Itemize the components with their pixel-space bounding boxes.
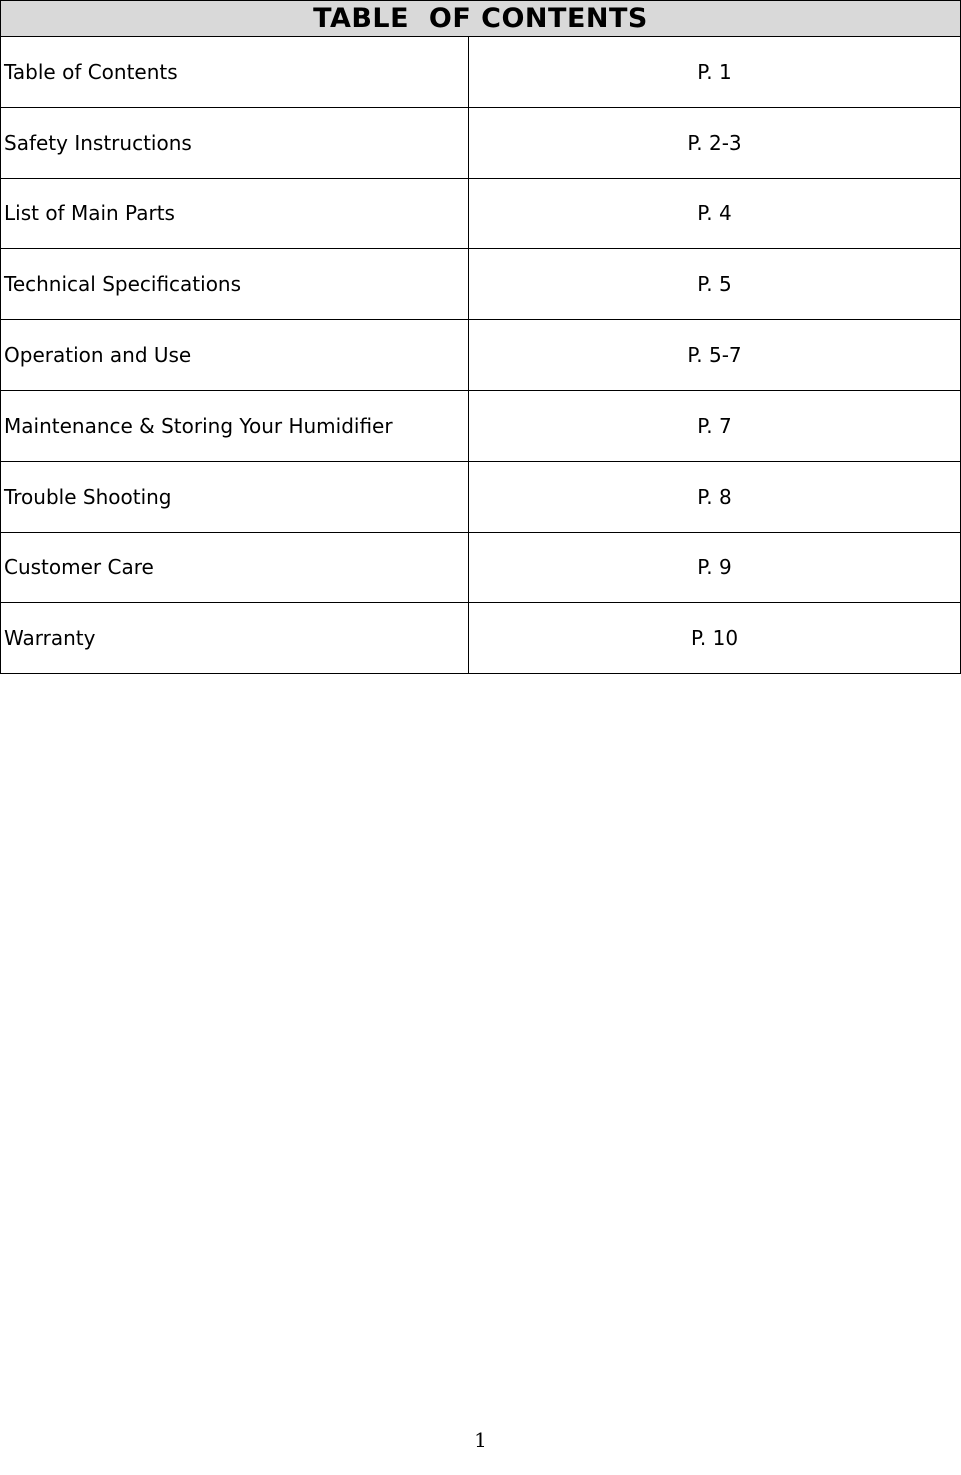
toc-entry-title: Trouble Shooting (1, 462, 469, 532)
toc-entry-page: P. 5 (697, 272, 732, 297)
toc-entry-page: P. 1 (697, 59, 732, 84)
toc-entry-title: Warranty (1, 603, 469, 673)
toc-row (0, 37, 961, 108)
toc-entry-title: List of Main Parts (1, 179, 469, 249)
toc-row (0, 391, 961, 462)
toc-row (0, 533, 961, 604)
toc-entry-page: P. 2-3 (687, 130, 742, 155)
toc-entry-page: P. 8 (697, 484, 732, 509)
toc-entry-title: Customer Care (1, 533, 469, 603)
toc-row (0, 249, 961, 320)
table-of-contents (0, 0, 961, 674)
toc-row (0, 320, 961, 391)
toc-row (0, 179, 961, 250)
toc-rows (0, 37, 961, 674)
toc-entry-page: P. 7 (697, 413, 732, 438)
page-number: 1 (474, 1428, 487, 1452)
toc-entry-title: Maintenance & Storing Your Humidifier (1, 391, 469, 461)
toc-row (0, 462, 961, 533)
toc-heading: TABLE OF CONTENTS (0, 0, 961, 37)
toc-entry-title: Table of Contents (1, 37, 469, 107)
toc-entry-title: Safety Instructions (1, 108, 469, 178)
toc-entry-title: Technical Specifications (1, 249, 469, 319)
toc-entry-title: Operation and Use (1, 320, 469, 390)
toc-row (0, 108, 961, 179)
toc-entry-page: P. 9 (697, 555, 732, 580)
toc-entry-page: P. 5-7 (687, 343, 742, 368)
toc-entry-page: P. 4 (697, 201, 732, 226)
toc-entry-page: P. 10 (690, 626, 739, 651)
toc-row (0, 603, 961, 674)
